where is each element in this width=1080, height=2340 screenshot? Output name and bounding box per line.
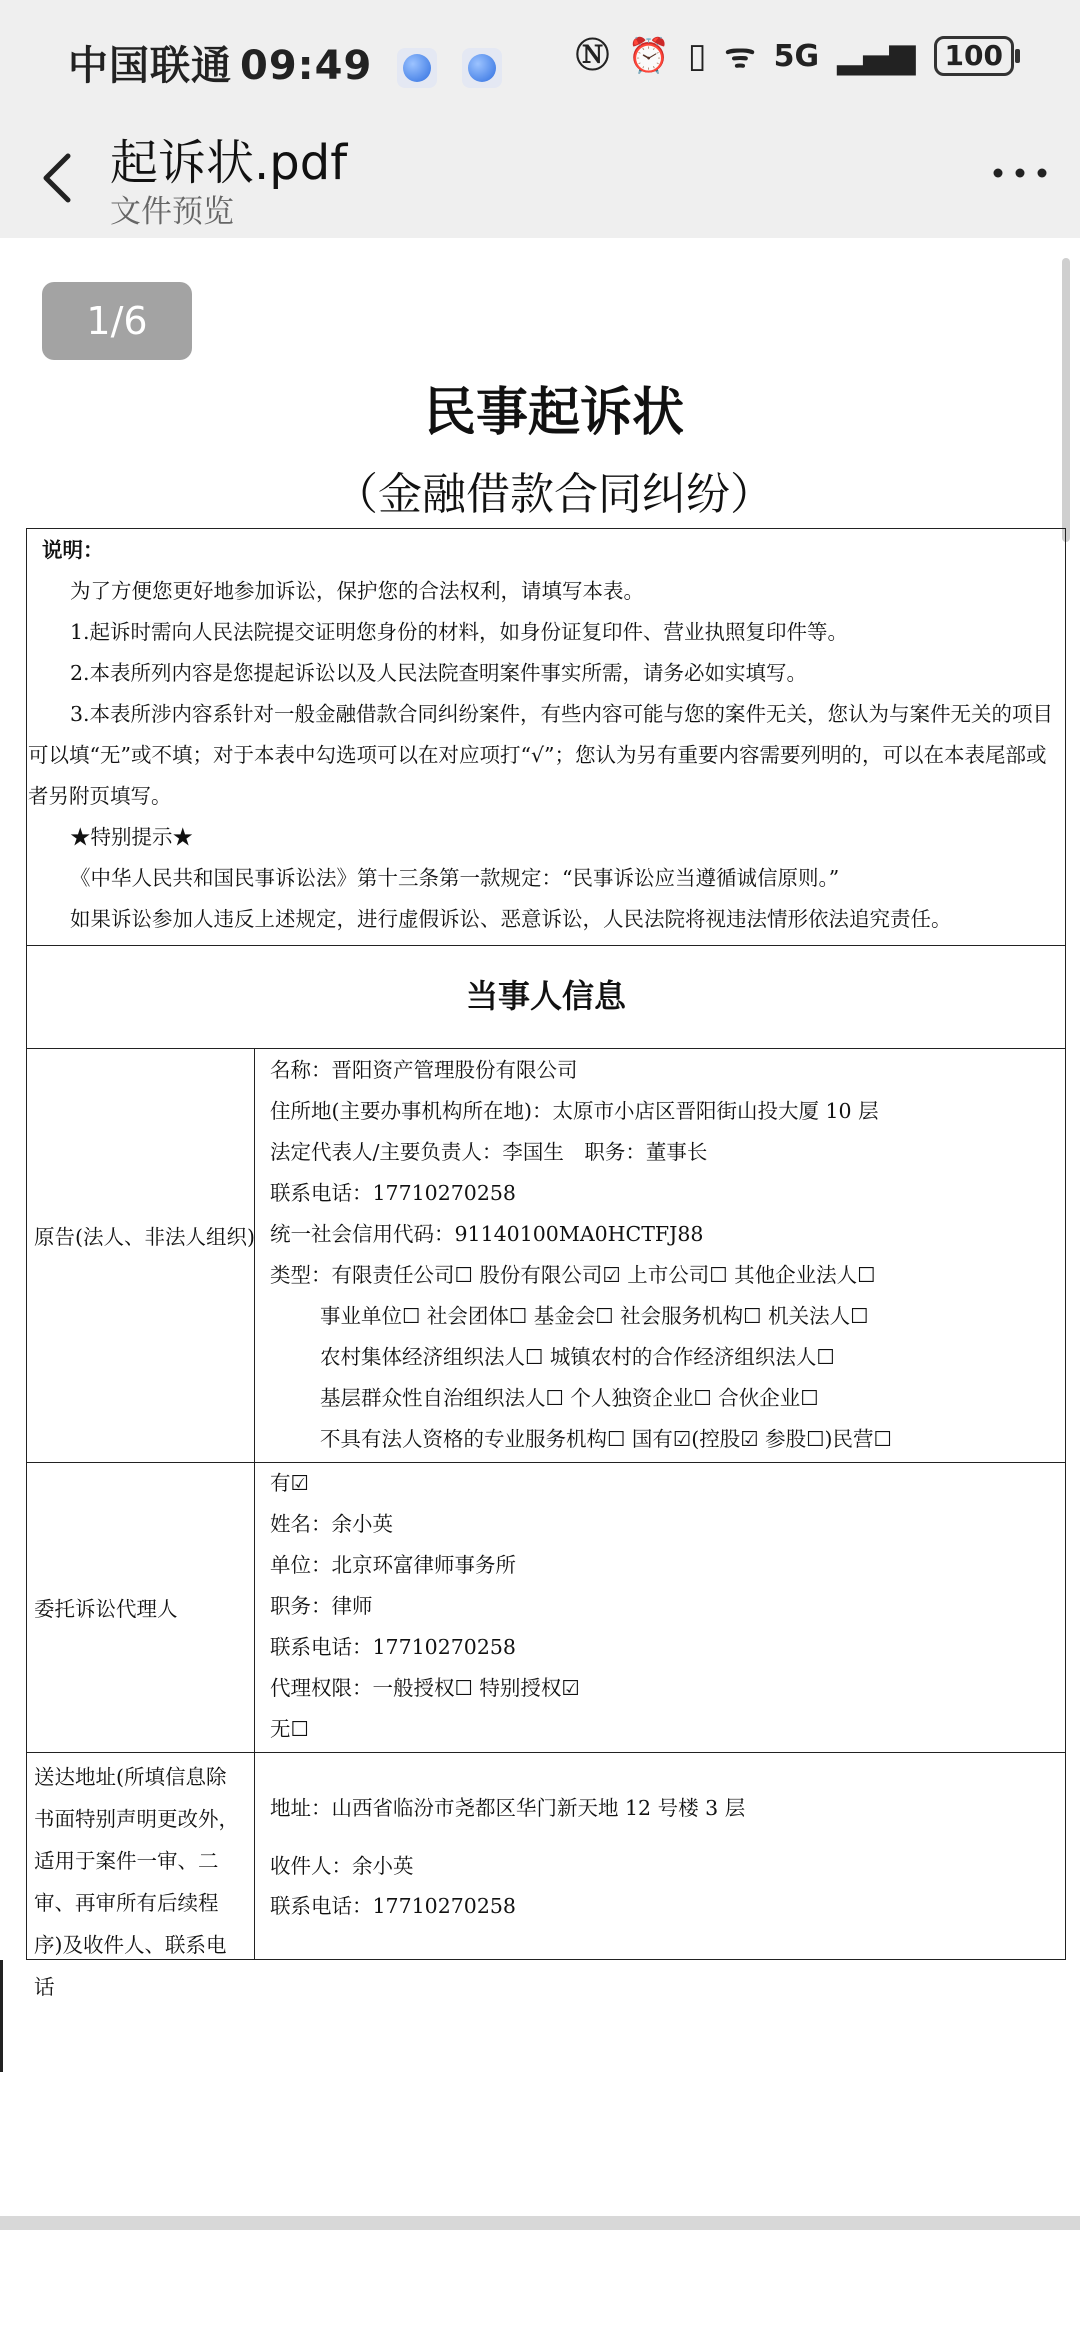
file-subtitle: 文件预览 <box>110 194 234 230</box>
service-phone: 联系电话：17710270258 <box>270 1894 516 1918</box>
instruction-line: 3.本表所涉内容系针对一般金融借款合同纠纷案件，有些内容可能与您的案件无关，您认为与案件无关的项目可以填“无”或不填；对于本表中勾选项可以在对应项打“√”；您认为另有重要内容需要列明的，可以在本表尾部或者另附页填写。 <box>28 702 1054 808</box>
instruction-line: 《中华人民共和国民事诉讼法》第十三条第一款规定：“民事诉讼应当遵循诚信原则。” <box>70 866 840 890</box>
instruction-line: 为了方便您更好地参加诉讼，保护您的合法权利，请填写本表。 <box>70 579 644 603</box>
instructions-block <box>28 530 1064 940</box>
plaintiff-label: 原告(法人、非法人组织) <box>34 1225 255 1249</box>
agent-name: 姓名：余小英 <box>270 1512 393 1536</box>
instructions-heading: 说明： <box>42 538 104 562</box>
divider <box>26 1752 1066 1753</box>
instruction-line: 1.起诉时需向人民法院提交证明您身份的材料，如身份证复印件、营业执照复印件等。 <box>70 620 849 644</box>
plaintiff-type-row: 事业单位☐ 社会团体☐ 基金会☐ 社会服务机构☐ 机关法人☐ <box>320 1304 869 1328</box>
service-label: 送达地址(所填信息除书面特别声明更改外，适用于案件一审、二审、再审所有后续程序)及收件人、联系电话 <box>34 1765 239 1999</box>
network-type: 5G <box>773 38 820 74</box>
plaintiff-name: 名称：晋阳资产管理股份有限公司 <box>270 1058 578 1082</box>
instruction-line: 如果诉讼参加人违反上述规定，进行虚假诉讼、恶意诉讼，人民法院将视违法情形依法追究责任。 <box>70 907 952 931</box>
agent-authority: 代理权限：一般授权☐ 特别授权☑ <box>270 1676 580 1700</box>
more-options-icon[interactable] <box>990 158 1050 188</box>
agent-info <box>270 1463 1060 1750</box>
page-separator <box>0 2216 1080 2230</box>
notification-app-icon <box>397 48 437 88</box>
plaintiff-address: 住所地(主要办事机构所在地)：太原市小店区晋阳街山投大厦 10 层 <box>270 1099 879 1123</box>
plaintiff-representative: 法定代表人/主要负责人：李国生 职务：董事长 <box>270 1140 708 1164</box>
alarm-icon: ⏰ <box>627 36 670 76</box>
special-notice-title: ★特别提示★ <box>70 825 193 849</box>
nfc-icon: Ⓝ <box>575 36 610 76</box>
plaintiff-type-row: 不具有法人资格的专业服务机构☐ 国有☑(控股☑ 参股☐)民营☐ <box>320 1427 892 1451</box>
instruction-line: 2.本表所列内容是您提起诉讼以及人民法院查明案件事实所需，请务必如实填写。 <box>70 661 808 685</box>
agent-position: 职务：律师 <box>270 1594 373 1618</box>
vibrate-icon: ▯ <box>687 36 707 76</box>
divider <box>26 1048 1066 1049</box>
plaintiff-credit-code: 统一社会信用代码：91140100MA0HCTFJ88 <box>270 1222 704 1246</box>
app-header <box>0 118 1080 238</box>
agent-label: 委托诉讼代理人 <box>34 1597 178 1621</box>
service-address: 地址：山西省临汾市尧都区华门新天地 12 号楼 3 层 <box>270 1796 746 1820</box>
plaintiff-info <box>270 1050 1060 1460</box>
page-indicator: 1/6 <box>42 282 192 360</box>
status-left <box>68 34 502 91</box>
column-divider <box>254 1048 255 1960</box>
status-right <box>575 36 1014 76</box>
wifi-icon: ᯤ <box>724 36 756 76</box>
agent-phone: 联系电话：17710270258 <box>270 1635 516 1659</box>
file-title: 起诉状.pdf <box>110 135 348 191</box>
doc-subtitle: （金融借款合同纠纷） <box>334 469 774 520</box>
plaintiff-type-row: 农村集体经济组织法人☐ 城镇农村的合作经济组织法人☐ <box>320 1345 835 1369</box>
agent-firm: 单位：北京环富律师事务所 <box>270 1553 516 1577</box>
agent-none: 无☐ <box>270 1717 309 1741</box>
plaintiff-phone: 联系电话：17710270258 <box>270 1181 516 1205</box>
plaintiff-type-row: 基层群众性自治组织法人☐ 个人独资企业☐ 合伙企业☐ <box>320 1386 819 1410</box>
party-section-title: 当事人信息 <box>465 977 626 1015</box>
page-edge-mark <box>0 1960 11 2072</box>
plaintiff-type-row: 类型：有限责任公司☐ 股份有限公司☑ 上市公司☐ 其他企业法人☐ <box>270 1263 876 1287</box>
clock: 09:49 <box>240 43 373 89</box>
back-arrow-icon[interactable] <box>30 140 90 210</box>
battery-icon: 100 <box>934 36 1014 76</box>
service-recipient: 收件人：余小英 <box>270 1854 414 1878</box>
doc-title: 民事起诉状 <box>423 382 684 443</box>
carrier-label: 中国联通 <box>68 43 232 89</box>
signal-icon: ▂▄▆ <box>837 36 916 76</box>
agent-yes: 有☑ <box>270 1471 309 1495</box>
notification-app-icon-2 <box>462 48 502 88</box>
status-bar <box>0 0 1080 118</box>
